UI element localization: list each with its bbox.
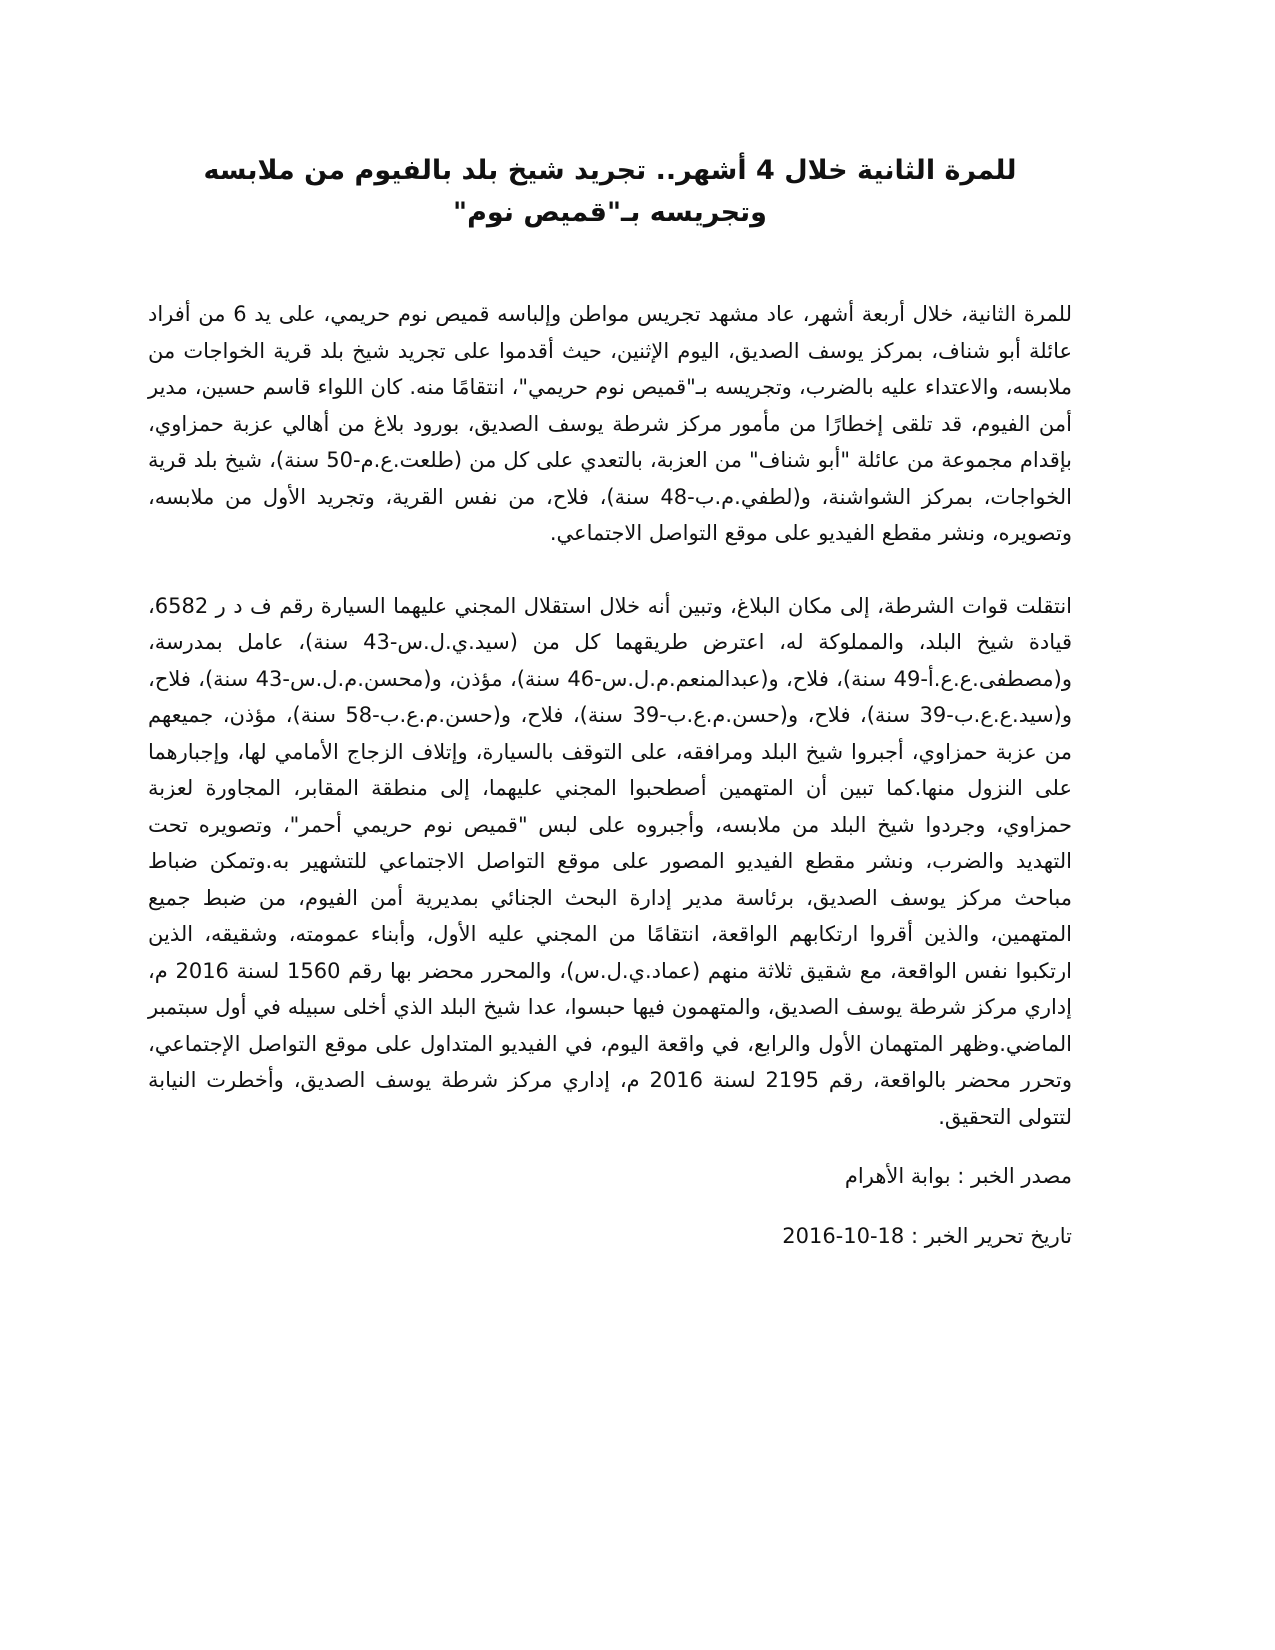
news-date-separator: :: [904, 1224, 925, 1248]
news-source-separator: :: [950, 1164, 971, 1188]
news-source-label: مصدر الخبر: [970, 1164, 1072, 1188]
news-date-value: 2016-10-18: [782, 1224, 905, 1248]
article-paragraph-2: انتقلت قوات الشرطة، إلى مكان البلاغ، وتبين أنه خلال استقلال المجني عليهما السيارة رقم ف د ر 6582، قيادة شيخ البلد، والمملوكة له، اعترض طريقهما كل من (سيد.ي.ل.س-43 سنة)، عامل بمدرسة، و(مصطفى.ع.ع.أ-49 سنة)، فلاح، و(عبدالمنعم.م.ل.س-46 سنة)، مؤذن، و(محسن.م.ل.س-43 سنة)، فلاح، و(سيد.ع.ع.ب-39 سنة)، فلاح، و(حسن.م.ع.ب-39 سنة)، فلاح، و(حسن.م.ع.ب-58 سنة)، مؤذن، جميعهم من عزبة حمزاوي، أجبروا شيخ البلد ومرافقه، على التوقف بالسيارة، وإتلاف الزجاج الأمامي لها، وإجبارهما على النزول منها.كما تبين أن المتهمين أصطحبوا المجني عليهما، إلى منطقة المقابر، المجاورة لعزبة حمزاوي، وجردوا شيخ البلد من ملابسه، وأجبروه على لبس "قميص نوم حريمي أحمر"، وتصويره تحت التهديد والضرب، ونشر مقطع الفيديو المصور على موقع التواصل الاجتماعي للتشهير به.وتمكن ضباط مباحث مركز يوسف الصديق، برئاسة مدير إدارة البحث الجنائي بمديرية أمن الفيوم، من ضبط جميع المتهمين، والذين أقروا ارتكابهم الواقعة، انتقامًا من المجني عليه الأول، وأبناء عمومته، وشقيقه، الذين ارتكبوا نفس الواقعة، مع شقيق ثلاثة منهم (عماد.ي.ل.س)، والمحرر محضر بها رقم 1560 لسنة 2016 م، إداري مركز شرطة يوسف الصديق، والمتهمون فيها حبسوا، عدا شيخ البلد الذي أخلى سبيله في أول سبتمبر الماضي.وظهر المتهمان الأول والرابع، في واقعة اليوم، في الفيديو المتداول على موقع التواصل الإجتماعي، وتحرر محضر بالواقعة، رقم 2195 لسنة 2016 م، إداري مركز شرطة يوسف الصديق، وأخطرت النيابة لتتولى التحقيق.: [148, 593, 1073, 1129]
article-content: [148, 150, 1072, 1251]
news-source-value: بوابة الأهرام: [844, 1164, 951, 1188]
news-date-label: تاريخ تحرير الخبر: [924, 1224, 1072, 1248]
article-title: للمرة الثانية خلال 4 أشهر.. تجريد شيخ بلد بالفيوم من ملابسه وتجريسه بـ"قميص نوم": [203, 155, 1017, 228]
article-paragraph-1: للمرة الثانية، خلال أربعة أشهر، عاد مشهد تجريس مواطن وإلباسه قميص نوم حريمي، على يد 6 من أفراد عائلة أبو شناف، بمركز يوسف الصديق، اليوم الإثنين، حيث أقدموا على تجريد شيخ بلد قرية الخواجات من ملابسه، والاعتداء عليه بالضرب، وتجريسه بـ"قميص نوم حريمي"، انتقامًا منه. كان اللواء قاسم حسين، مدير أمن الفيوم، قد تلقى إخطارًا من مأمور مركز شرطة يوسف الصديق، بورود بلاغ من أهالي عزبة حمزاوي، بإقدام مجموعة من عائلة "أبو شناف" من العزبة، بالتعدي على كل من (طلعت.ع.م-50 سنة)، شيخ بلد قرية الخواجات، بمركز الشواشنة، و(لطفي.م.ب-48 سنة)، فلاح، من نفس القرية، وتجريد الأول من ملابسه، وتصويره، ونشر مقطع الفيديو على موقع التواصل الاجتماعي.: [148, 302, 1072, 545]
news-date-line: [148, 1221, 1072, 1251]
news-source-line: [148, 1161, 1072, 1191]
